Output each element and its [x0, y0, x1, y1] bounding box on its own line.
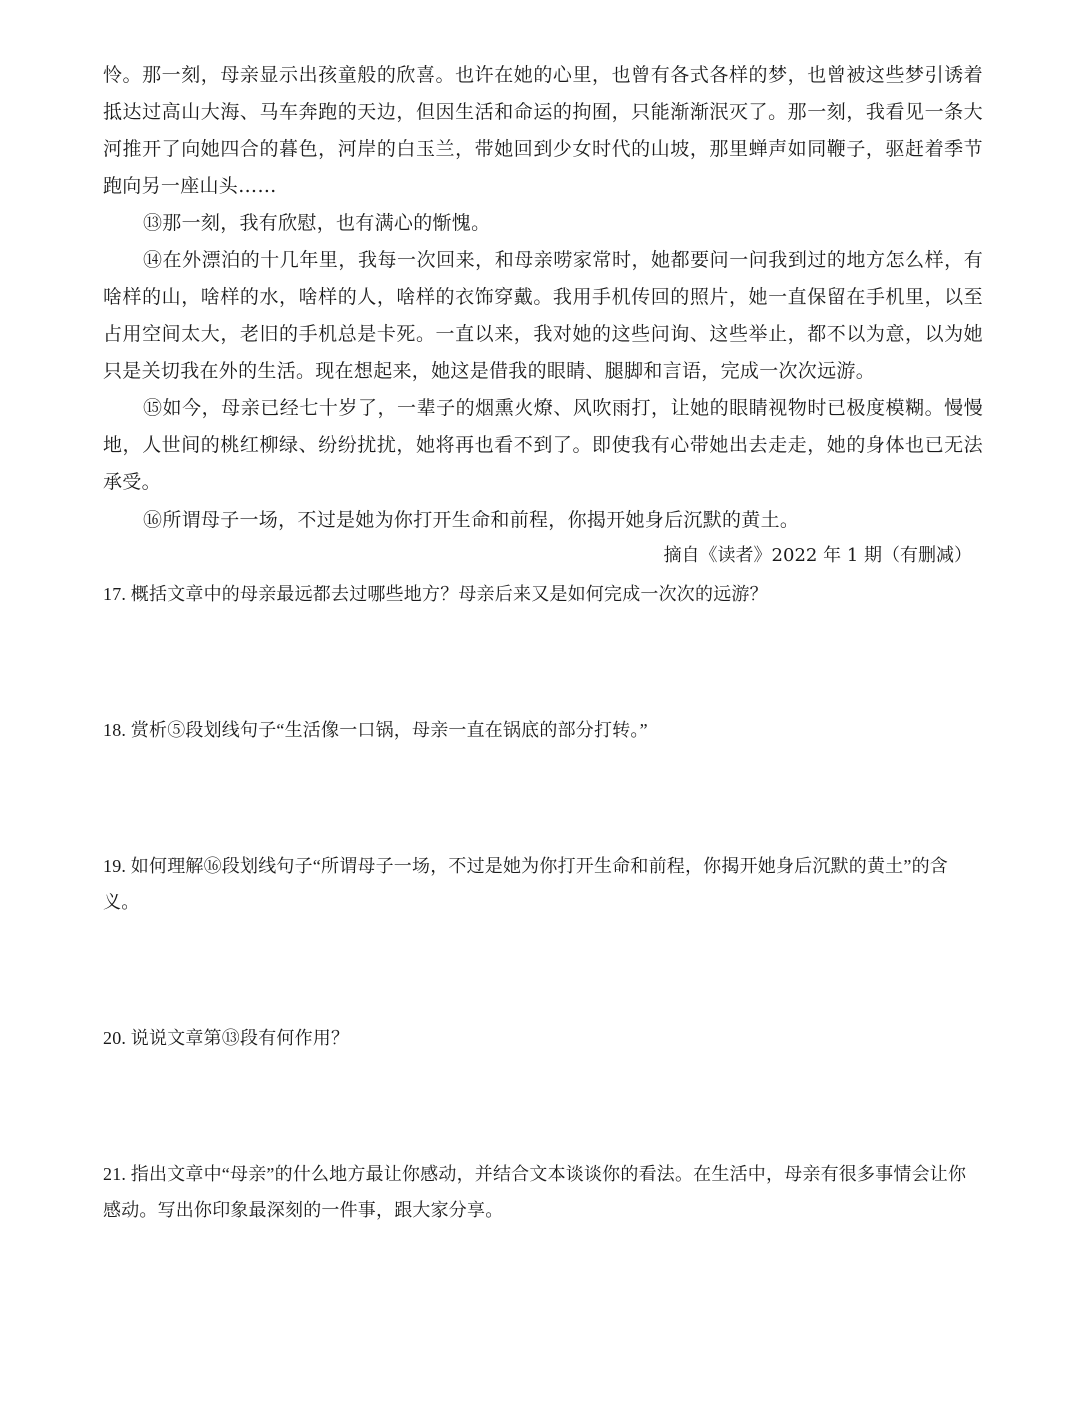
- passage-source: 摘自《读者》2022 年 1 期（有删减）: [663, 545, 972, 566]
- passage-paragraph-continued: 怜。那一刻，母亲显示出孩童般的欣喜。也许在她的心里，也曾有各式各样的梦，也曾被这些梦引诱着抵达过高山大海、马车奔跑的天边，但因生活和命运的拘囿，只能渐渐泯灭了。那一刻，我看见一条大河推开了向她四合的暮色，河岸的白玉兰，带她回到少女时代的山坡，那里蝉声如同鞭子，驱赶着季节跑向另一座山头……: [103, 64, 983, 197]
- question-21: 21. 指出文章中“母亲”的什么地方最让你感动，并结合文本谈谈你的看法。在生活中，母亲有很多事情会让你感动。写出你印象最深刻的一件事，跟大家分享。: [103, 1164, 967, 1220]
- passage-paragraph-13: ⑬那一刻，我有欣慰，也有满心的惭愧。: [143, 212, 491, 234]
- passage-paragraph-14: ⑭在外漂泊的十几年里，我每一次回来，和母亲唠家常时，她都要问一问我到过的地方怎么样，有啥样的山，啥样的水，啥样的人，啥样的衣饰穿戴。我用手机传回的照片，她一直保留在手机里，以至占用空间太大，老旧的手机总是卡死。一直以来，我对她的这些问询、这些举止，都不以为意，以为她只是关切我在外的生活。现在想起来，她这是借我的眼睛、腿脚和言语，完成一次次远游。: [103, 249, 983, 382]
- question-20: 20. 说说文章第⑬段有何作用？: [103, 1028, 350, 1048]
- passage-paragraph-16: ⑯所谓母子一场，不过是她为你打开生命和前程，你揭开她身后沉默的黄土。: [143, 509, 800, 531]
- question-18: 18. 赏析⑤段划线句子“生活像一口锅，母亲一直在锅底的部分打转。”: [103, 720, 648, 740]
- question-19: 19. 如何理解⑯段划线句子“所谓母子一场，不过是她为你打开生命和前程，你揭开她身后沉默的黄土”的含义。: [103, 856, 948, 912]
- passage-paragraph-15: ⑮如今，母亲已经七十岁了，一辈子的烟熏火燎、风吹雨打，让她的眼睛视物时已极度模糊。慢慢地，人世间的桃红柳绿、纷纷扰扰，她将再也看不到了。即使我有心带她出去走走，她的身体也已无法承受。: [103, 397, 983, 493]
- question-17: 17. 概括文章中的母亲最远都去过哪些地方？母亲后来又是如何完成一次次的远游？: [103, 584, 768, 604]
